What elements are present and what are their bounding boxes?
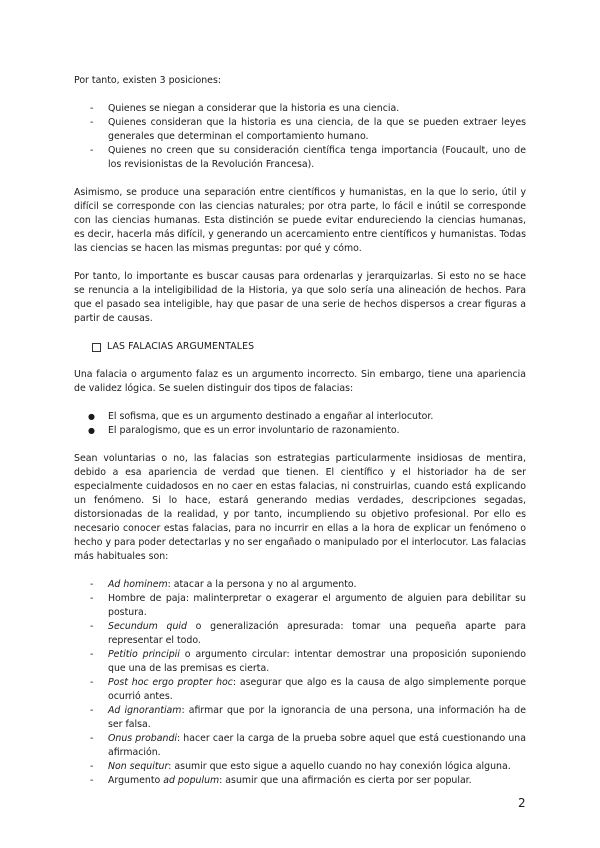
document-page bbox=[74, 74, 526, 802]
list-item: - Hombre de paja: malinterpretar o exagerar el argumento de alguien para debilitar su postura. bbox=[74, 592, 526, 620]
list-item: - Secundum quid o generalización apresurada: tomar una pequeña aparte para representar el todo. bbox=[74, 620, 526, 648]
positions-list bbox=[74, 102, 526, 172]
section-heading-text: LAS FALACIAS ARGUMENTALES bbox=[107, 341, 255, 352]
list-item: - Ad ignorantiam: afirmar que por la ignorancia de una persona, una información ha de ser falsa. bbox=[74, 704, 526, 732]
list-item: - Non sequitur: asumir que esto sigue a aquello cuando no hay conexión lógica alguna. bbox=[74, 760, 526, 774]
section-heading bbox=[92, 340, 526, 354]
list-item: - Quienes se niegan a considerar que la historia es una ciencia. bbox=[74, 102, 526, 116]
paragraph-por-tanto: Por tanto, lo importante es buscar causas para ordenarlas y jerarquizarlas. Si esto no se hace se renuncia a la inteligibilidad de la Historia, ya que solo sería una alineación de hechos. Para que el pasado sea inteligible, hay que pasar de una serie de hechos dispersos a crear figuras a partir de causas. bbox=[74, 271, 526, 324]
fallacies-list bbox=[74, 578, 526, 788]
list-item: - Argumento ad populum: asumir que una afirmación es cierta por ser popular. bbox=[74, 774, 526, 788]
page-number: 2 bbox=[518, 796, 526, 810]
paragraph-falacia: Una falacia o argumento falaz es un argumento incorrecto. Sin embargo, tiene una apariencia de validez lógica. Se suelen distinguir dos tipos de falacias: bbox=[74, 369, 526, 394]
list-item: - Quienes no creen que su consideración científica tenga importancia (Foucault, uno de los revisionistas de la Revolución Francesa). bbox=[74, 144, 526, 172]
list-item: - Ad hominem: atacar a la persona y no al argumento. bbox=[74, 578, 526, 592]
list-item: ● El sofisma, que es un argumento destinado a engañar al interlocutor. bbox=[74, 410, 526, 424]
intro-paragraph: Por tanto, existen 3 posiciones: bbox=[74, 75, 221, 86]
list-item: - Onus probandi: hacer caer la carga de la prueba sobre aquel que está cuestionando una afirmación. bbox=[74, 732, 526, 760]
list-item: - Post hoc ergo propter hoc: asegurar que algo es la causa de algo simplemente porque ocurrió antes. bbox=[74, 676, 526, 704]
list-item: - Quienes consideran que la historia es una ciencia, de la que se pueden extraer leyes generales que determinan el comportamiento humano. bbox=[74, 116, 526, 144]
paragraph-asimismo: Asimismo, se produce una separación entre científicos y humanistas, en la que lo serio, útil y difícil se corresponde con las ciencias naturales; por otra parte, lo fácil e inútil se corresponde con las ciencias humanas. Esta distinción se puede evitar endureciendo la ciencias humanas, es decir, hacerla más difícil, y generando un acercamiento entre científicos y humanistas. Todas las ciencias se hacen las mismas preguntas: por qué y cómo. bbox=[74, 187, 526, 254]
paragraph-voluntarias: Sean voluntarias o no, las falacias son estrategias particularmente insidiosas de mentira, debido a esa apariencia de verdad que tienen. El científico y el historiador ha de ser especialmente cuidadosos en no caer en estas falacias, ni construirlas, cuando está explicando un fenómeno. Si lo hace, estará generando medias verdades, descripciones segadas, distorsionadas de la realidad, y por tanto, incumpliendo su objetivo profesional. Por ello es necesario conocer estas falacias, para no incurrir en ellas a la hora de explicar un fenómeno o hecho y para poder detectarlas y no ser engañado o manipulado por el interlocutor. Las falacias más habituales son: bbox=[74, 453, 526, 562]
types-list bbox=[74, 410, 526, 438]
list-item: - Petitio principii o argumento circular: intentar demostrar una proposición suponiendo que una de las premisas es cierta. bbox=[74, 648, 526, 676]
list-item: ● El paralogismo, que es un error involuntario de razonamiento. bbox=[74, 424, 526, 438]
checkbox-icon bbox=[92, 343, 101, 352]
